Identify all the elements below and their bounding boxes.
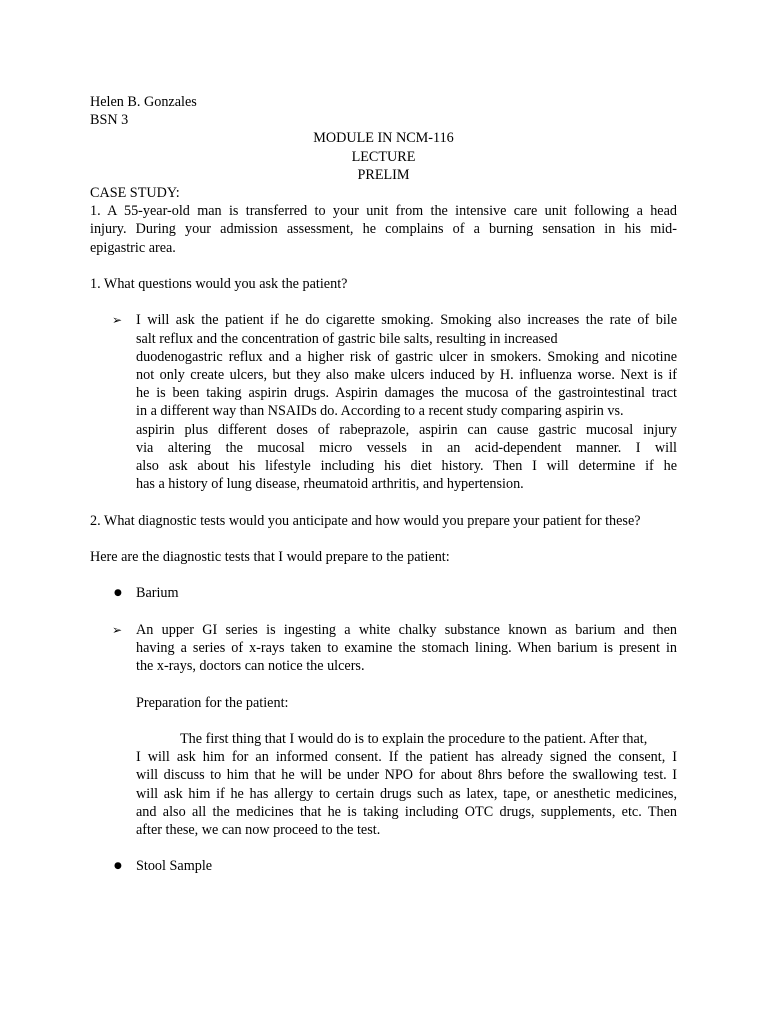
spacer — [90, 257, 677, 275]
spacer — [90, 675, 677, 693]
question-2-intro: Here are the diagnostic tests that I would prepare to the patient: — [90, 549, 450, 566]
case-study-line: epigastric area. — [90, 239, 176, 256]
answer-1-line: not only create ulcers, but they also make ulcers induced by H. influenza worse. Next is if — [136, 367, 677, 384]
document-body — [90, 93, 677, 876]
answer-1-item — [90, 311, 677, 493]
preparation-paragraph — [90, 730, 677, 839]
course-level: BSN 3 — [90, 112, 129, 129]
case-study-line: 1. A 55-year-old man is transferred to your unit from the intensive care unit following a head — [90, 203, 677, 220]
bullet-dot-icon: ● — [114, 588, 122, 599]
module-subtitle-lecture: LECTURE — [351, 148, 416, 165]
preparation-line: and also all the medicines that he is taking including OTC drugs, supplements, etc. Then — [136, 803, 677, 820]
answer-1-line: also ask about his lifestyle including his diet history. Then I will determine if he — [136, 458, 677, 475]
bullet-dot-icon: ● — [114, 861, 122, 872]
question-1: 1. What questions would you ask the patient? — [90, 276, 348, 293]
author-name: Helen B. Gonzales — [90, 94, 197, 110]
barium-description-line: having a series of x-rays taken to examine the stomach lining. When barium is present in — [136, 640, 677, 656]
answer-1-line: I will ask the patient if he do cigarette smoking. Smoking also increases the rate of bile — [136, 312, 677, 329]
question-2: 2. What diagnostic tests would you anticipate and how would you prepare your patient for these? — [90, 512, 641, 529]
preparation-line: I will ask him for an informed consent. If the patient has already signed the consent, I — [136, 749, 677, 766]
preparation-line: will discuss to him that he will be under NPO for about 8hrs before the swallowing test. I — [136, 767, 677, 784]
case-study-heading: CASE STUDY: — [90, 185, 180, 202]
barium-description-item — [90, 621, 677, 676]
answer-1-line: salt reflux and the concentration of gastric bile salts, resulting in increased — [136, 330, 558, 347]
preparation-heading: Preparation for the patient: — [136, 694, 289, 711]
answer-1-line: duodenogastric reflux and a higher risk of gastric ulcer in smokers. Smoking and nicotine — [136, 348, 677, 365]
spacer — [90, 839, 677, 857]
case-study-line: injury. During your admission assessment, he complains of a burning sensation in his mid- — [90, 221, 677, 238]
spacer — [90, 293, 677, 311]
barium-description-line: An upper GI series is ingesting a white chalky substance known as barium and then — [136, 621, 677, 638]
arrow-bullet-icon: ➢ — [112, 622, 123, 637]
answer-1-line: aspirin plus different doses of rabeprazole, aspirin can cause gastric mucosal injury — [136, 421, 677, 438]
test-stool-name: Stool Sample — [136, 858, 213, 875]
test-barium-item — [90, 584, 677, 602]
preparation-line: after these, we can now proceed to the test. — [136, 822, 381, 838]
test-barium-name: Barium — [136, 585, 179, 602]
spacer — [90, 493, 677, 511]
spacer — [90, 712, 677, 730]
test-stool-item — [90, 857, 677, 875]
spacer — [90, 603, 677, 621]
answer-1-line: he is been taking aspirin drugs. Aspirin damages the mucosa of the gastrointestinal tract — [136, 385, 677, 402]
answer-1-line: via altering the mucosal micro vessels in an acid-dependent manner. I will — [136, 439, 677, 456]
spacer — [90, 566, 677, 584]
module-subtitle-prelim: PRELIM — [357, 166, 410, 183]
barium-description-line: the x-rays, doctors can notice the ulcers. — [136, 658, 365, 675]
preparation-line: The first thing that I would do is to explain the procedure to the patient. After that, — [180, 730, 648, 747]
answer-1-line: has a history of lung disease, rheumatoid arthritis, and hypertension. — [136, 476, 524, 493]
arrow-bullet-icon: ➢ — [112, 313, 123, 328]
module-title: MODULE IN NCM-116 — [313, 130, 454, 147]
spacer — [90, 530, 677, 548]
preparation-line: will ask him if he has allergy to certain drugs such as latex, tape, or anesthetic medicines, — [136, 785, 677, 802]
answer-1-line: in a different way than NSAIDs do. According to a recent study comparing aspirin vs. — [136, 403, 624, 420]
